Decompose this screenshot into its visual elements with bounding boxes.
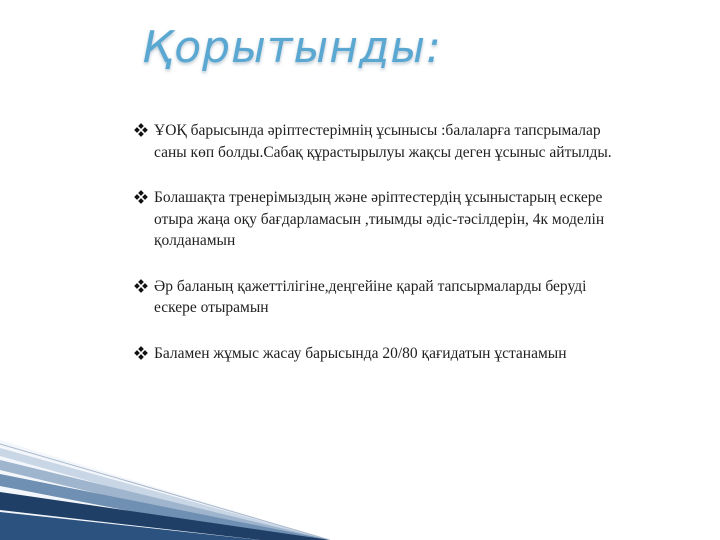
bullet-item: [134, 343, 614, 365]
slide-title: Қорытынды:: [142, 22, 442, 73]
decorative-stripes: [0, 440, 330, 540]
bullet-item: [134, 120, 614, 163]
bullet-text: Болашақта тренерімыздың және әріптестердің ұсыныстарың ескере отыра жаңа оқу бағдарламасын ,тиымды әдіс-тәсілдерін, 4к моделін қолданамын: [154, 189, 605, 249]
bullet-list: [134, 120, 614, 388]
diamond-bullet-icon: [134, 279, 148, 293]
bullet-text: ҰОҚ барысында әріптестерімнің ұсынысы :балаларға тапсрымалар саны көп болды.Сабақ құрастырылуы жақсы деген ұсыныс айтылды.: [154, 122, 612, 161]
diamond-bullet-icon: [134, 190, 148, 204]
bullet-item: [134, 276, 614, 319]
diamond-bullet-icon: [134, 123, 148, 137]
bullet-text: Баламен жұмыс жасау барысында 20/80 қағидатын ұстанамын: [154, 344, 567, 362]
bullet-item: [134, 187, 614, 252]
diamond-bullet-icon: [134, 346, 148, 360]
bullet-text: Әр баланың қажеттілігіне,деңгейіне қарай тапсырмаларды беруді ескере отырамын: [154, 277, 587, 316]
